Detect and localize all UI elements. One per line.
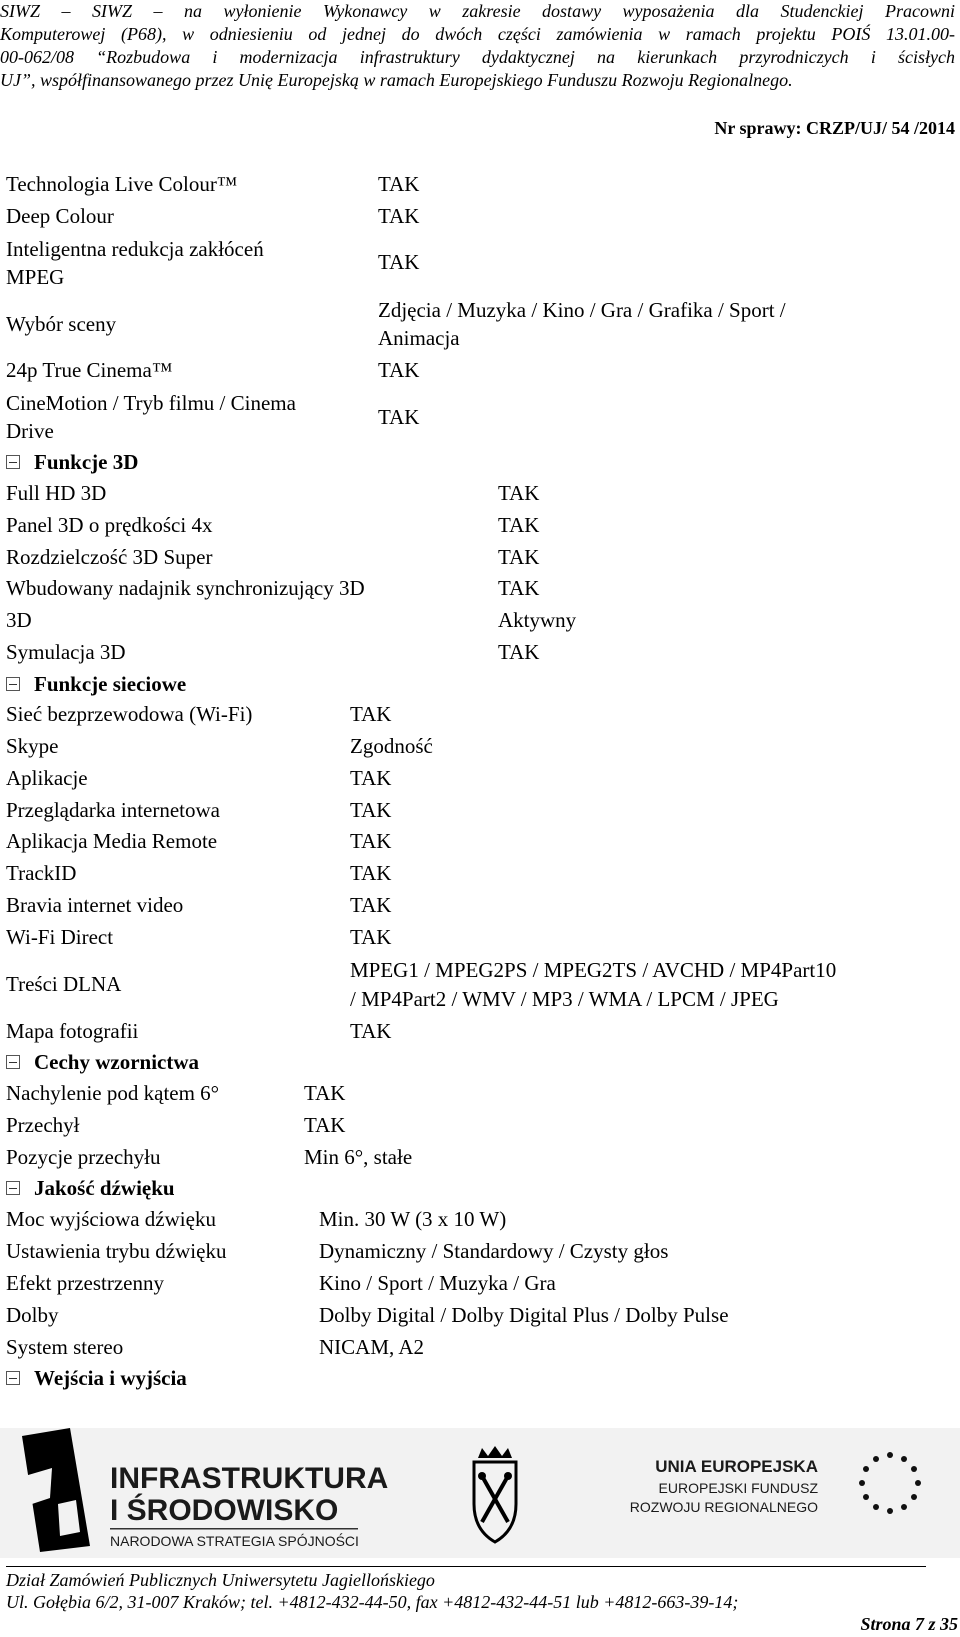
collapse-icon[interactable] xyxy=(6,1181,20,1195)
university-crest-icon xyxy=(474,1446,516,1542)
section-title: Jakość dźwięku xyxy=(34,1176,175,1200)
spec-value: Dynamiczny / Standardowy / Czysty głos xyxy=(319,1239,669,1263)
spec-value: TAK xyxy=(378,250,420,274)
spec-label: Przeglądarka internetowa xyxy=(6,798,220,822)
section-title: Cechy wzornictwa xyxy=(34,1050,200,1074)
section-audio-toggle[interactable] xyxy=(6,1174,175,1202)
spec-label: Wbudowany nadajnik synchronizujący 3D xyxy=(6,576,365,600)
spec-label: Full HD 3D xyxy=(6,481,107,505)
spec-value: NICAM, A2 xyxy=(319,1335,425,1359)
spec-value: TAK xyxy=(350,702,392,726)
spec-label: Moc wyjściowa dźwięku xyxy=(6,1207,216,1231)
spec-label: Efekt przestrzenny xyxy=(6,1271,165,1295)
spec-value: Zdjęcia / Muzyka / Kino / Gra / Grafika / Sport / xyxy=(378,298,786,322)
spec-label: Aplikacje xyxy=(6,766,88,790)
spec-value: TAK xyxy=(350,766,392,790)
section-network-toggle[interactable] xyxy=(6,670,186,698)
spec-label: TrackID xyxy=(6,861,77,885)
spec-value: TAK xyxy=(350,925,392,949)
case-number: Nr sprawy: CRZP/UJ/ 54 /2014 xyxy=(714,118,955,138)
spec-value: TAK xyxy=(498,545,540,569)
spec-label: Skype xyxy=(6,734,59,758)
infra-logo-line3: NARODOWA STRATEGIA SPÓJNOŚCI xyxy=(110,1533,359,1549)
spec-value: TAK xyxy=(304,1081,346,1105)
spec-label-cont: MPEG xyxy=(6,265,65,289)
infra-logo-line1: INFRASTRUKTURA xyxy=(110,1462,389,1495)
collapse-icon[interactable] xyxy=(6,677,20,691)
spec-value: Kino / Sport / Muzyka / Gra xyxy=(319,1271,556,1295)
logos-svg xyxy=(0,1428,960,1558)
spec-value: TAK xyxy=(350,893,392,917)
collapse-icon[interactable] xyxy=(6,1055,20,1069)
infrastruktura-logo xyxy=(18,1428,90,1552)
spec-label: Dolby xyxy=(6,1303,59,1327)
collapse-icon[interactable] xyxy=(6,455,20,469)
spec-label: System stereo xyxy=(6,1335,124,1359)
eu-logo-line2: EUROPEJSKI FUNDUSZ xyxy=(658,1480,818,1496)
spec-value: TAK xyxy=(378,204,420,228)
spec-value: TAK xyxy=(498,481,540,505)
spec-label: Sieć bezprzewodowa (Wi-Fi) xyxy=(6,702,253,726)
spec-label: Panel 3D o prędkości 4x xyxy=(6,513,213,537)
eu-stars-icon xyxy=(859,1452,921,1514)
spec-value: Aktywny xyxy=(498,608,577,632)
spec-label: Przechył xyxy=(6,1113,80,1137)
spec-label: Pozycje przechyłu xyxy=(6,1145,161,1169)
spec-label: Treści DLNA xyxy=(6,972,122,996)
footer-divider xyxy=(6,1566,926,1567)
spec-label: Symulacja 3D xyxy=(6,640,126,664)
spec-label: 24p True Cinema™ xyxy=(6,358,173,382)
spec-value: TAK xyxy=(498,513,540,537)
spec-value: TAK xyxy=(378,405,420,429)
star-icon xyxy=(22,1520,34,1531)
spec-value: TAK xyxy=(304,1113,346,1137)
document-header xyxy=(0,0,955,92)
eu-logo-line1: UNIA EUROPEJSKA xyxy=(655,1457,818,1476)
spec-value: TAK xyxy=(378,172,420,196)
spec-value: TAK xyxy=(350,798,392,822)
section-title: Funkcje 3D xyxy=(34,450,139,474)
spec-value: Dolby Digital / Dolby Digital Plus / Dolby Pulse xyxy=(319,1303,729,1327)
header-line-1: SIWZ – SIWZ – na wyłonienie Wykonawcy w zakresie dostawy wyposażenia dla Studenckiej Pracowni xyxy=(0,1,955,21)
spec-label: Nachylenie pod kątem 6° xyxy=(6,1081,220,1105)
section-3d-toggle[interactable] xyxy=(6,448,138,476)
page-number: Strona 7 z 35 xyxy=(860,1614,958,1634)
spec-value: TAK xyxy=(350,861,392,885)
spec-label: Bravia internet video xyxy=(6,893,184,917)
spec-value: Zgodność xyxy=(350,734,433,758)
section-design-toggle[interactable] xyxy=(6,1048,199,1076)
spec-label: Deep Colour xyxy=(6,204,114,228)
spec-label: Inteligentna redukcja zakłóceń xyxy=(6,237,264,261)
section-title: Wejścia i wyjścia xyxy=(34,1366,187,1390)
spec-label: Aplikacja Media Remote xyxy=(6,829,218,853)
header-line-2: Komputerowej (P68), w odniesieniu od jednej do dwóch części zamówienia w ramach projektu POIŚ 13.01.00- xyxy=(0,24,955,44)
infra-logo-line2: I ŚRODOWISKO xyxy=(110,1494,339,1527)
spec-label: Mapa fotografii xyxy=(6,1019,139,1043)
spec-value: TAK xyxy=(350,829,392,853)
footer-line-2: Ul. Gołębia 6/2, 31-007 Kraków; tel. +4812-432-44-50, fax +4812-432-44-51 lub +4812-663-39-14; xyxy=(6,1592,739,1612)
spec-value: MPEG1 / MPEG2PS / MPEG2TS / AVCHD / MP4Part10 xyxy=(350,958,837,982)
collapse-icon[interactable] xyxy=(6,1371,20,1385)
spec-label: Technologia Live Colour™ xyxy=(6,172,238,196)
section-io-toggle[interactable] xyxy=(6,1364,187,1392)
spec-label-cont: Drive xyxy=(6,419,54,443)
spec-label: 3D xyxy=(6,608,32,632)
spec-value: TAK xyxy=(350,1019,392,1043)
spec-label: Rozdzielczość 3D Super xyxy=(6,545,213,569)
spec-value: TAK xyxy=(498,640,540,664)
spec-value: Min 6°, stałe xyxy=(304,1145,413,1169)
spec-value: TAK xyxy=(378,358,420,382)
section-title: Funkcje sieciowe xyxy=(34,672,187,696)
footer-line-1: Dział Zamówień Publicznych Uniwersytetu Jagiellońskiego xyxy=(6,1570,435,1590)
spec-label: Wybór sceny xyxy=(6,312,117,336)
funding-logos-band xyxy=(0,1428,960,1558)
spec-label: CineMotion / Tryb filmu / Cinema xyxy=(6,391,296,415)
header-line-4: UJ”, współfinansowanego przez Unię Europejską w ramach Europejskiego Funduszu Rozwoju Regionalnego. xyxy=(0,70,793,90)
spec-value: Min. 30 W (3 x 10 W) xyxy=(319,1207,507,1231)
spec-value-cont: / MP4Part2 / WMV / MP3 / WMA / LPCM / JPEG xyxy=(350,987,779,1011)
header-line-3: 00-062/08 “Rozbudowa i modernizacja infrastruktury dydaktycznej na kierunkach przyrodniczych i ścisłych xyxy=(0,47,955,67)
spec-label: Ustawienia trybu dźwięku xyxy=(6,1239,227,1263)
spec-label: Wi-Fi Direct xyxy=(6,925,114,949)
eu-logo-line3: ROZWOJU REGIONALNEGO xyxy=(629,1499,818,1515)
spec-value: TAK xyxy=(498,576,540,600)
spec-value-cont: Animacja xyxy=(378,326,460,350)
